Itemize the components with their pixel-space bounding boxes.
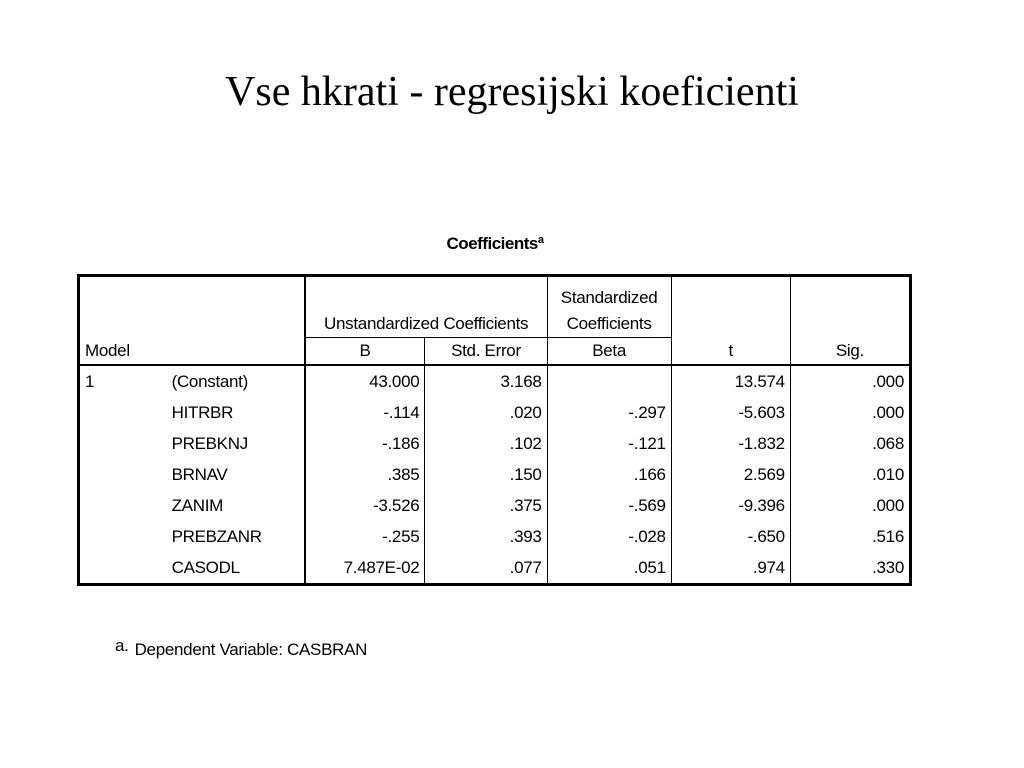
predictor-name: CASODL <box>171 558 240 577</box>
header-standardized: Standardized Coefficients <box>547 276 671 338</box>
table-row <box>79 521 911 552</box>
header-model: Model <box>79 276 305 366</box>
table-row <box>79 365 911 397</box>
footnote-marker: a. <box>115 636 129 655</box>
predictor-name: ZANIM <box>171 496 223 515</box>
cell-std-error: 3.168 <box>425 365 547 397</box>
cell-beta: -.028 <box>547 521 671 552</box>
cell-std-error: .393 <box>425 521 547 552</box>
header-t: t <box>671 276 790 366</box>
cell-b: 7.487E-02 <box>305 552 425 585</box>
predictor-name: PREBZANR <box>171 527 262 546</box>
cell-std-error: .020 <box>425 397 547 428</box>
footnote-text: Dependent Variable: CASBRAN <box>134 640 368 659</box>
cell-t: 13.574 <box>671 365 790 397</box>
cell-b: -.186 <box>305 428 425 459</box>
header-unstandardized: Unstandardized Coefficients <box>305 276 547 338</box>
cell-t: -1.832 <box>671 428 790 459</box>
table-footnote <box>115 636 368 660</box>
cell-t: 2.569 <box>671 459 790 490</box>
cell-b: -.255 <box>305 521 425 552</box>
cell-std-error: .375 <box>425 490 547 521</box>
cell-beta: .051 <box>547 552 671 585</box>
table-row <box>79 428 911 459</box>
caption-footnote-marker: a <box>537 234 544 246</box>
cell-b: .385 <box>305 459 425 490</box>
cell-beta: -.297 <box>547 397 671 428</box>
predictor-name: PREBKNJ <box>171 434 248 453</box>
cell-b: 43.000 <box>305 365 425 397</box>
cell-b: -3.526 <box>305 490 425 521</box>
predictor-name: BRNAV <box>171 465 228 484</box>
table-caption <box>0 234 990 254</box>
cell-sig: .000 <box>790 365 910 397</box>
cell-t: -.650 <box>671 521 790 552</box>
cell-t: .974 <box>671 552 790 585</box>
cell-beta: -.569 <box>547 490 671 521</box>
cell-std-error: .150 <box>425 459 547 490</box>
cell-std-error: .102 <box>425 428 547 459</box>
cell-beta: .166 <box>547 459 671 490</box>
header-beta: Beta <box>547 338 671 366</box>
coefficients-table <box>77 274 912 586</box>
cell-b: -.114 <box>305 397 425 428</box>
table-row <box>79 397 911 428</box>
header-sig: Sig. <box>790 276 910 366</box>
table-row <box>79 552 911 585</box>
table-row <box>79 459 911 490</box>
cell-sig: .516 <box>790 521 910 552</box>
cell-sig: .000 <box>790 397 910 428</box>
caption-text: Coefficients <box>446 234 538 253</box>
cell-t: -9.396 <box>671 490 790 521</box>
cell-t: -5.603 <box>671 397 790 428</box>
cell-sig: .068 <box>790 428 910 459</box>
cell-sig: .330 <box>790 552 910 585</box>
predictor-name: HITRBR <box>171 403 234 422</box>
cell-sig: .010 <box>790 459 910 490</box>
header-std-error: Std. Error <box>425 338 547 366</box>
cell-sig: .000 <box>790 490 910 521</box>
slide-title: Vse hkrati - regresijski koeficienti <box>225 69 799 115</box>
header-b: B <box>305 338 425 366</box>
predictor-name: (Constant) <box>171 372 248 391</box>
cell-std-error: .077 <box>425 552 547 585</box>
table-row <box>79 490 911 521</box>
model-number: 1 <box>85 372 95 391</box>
cell-beta <box>547 365 671 397</box>
cell-beta: -.121 <box>547 428 671 459</box>
